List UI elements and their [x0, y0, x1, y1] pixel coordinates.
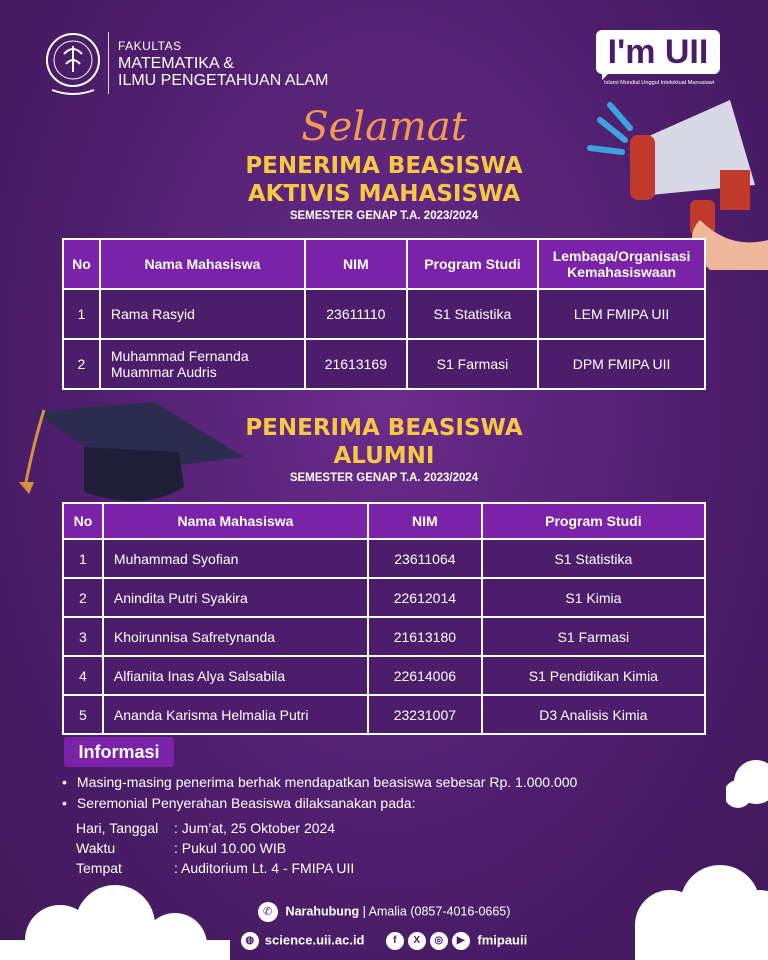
column-header: No	[63, 503, 103, 539]
study-program: S1 Pendidikan Kimia	[482, 656, 705, 695]
youtube-icon[interactable]: ▶	[452, 932, 470, 950]
place-value: : Auditorium Lt. 4 - FMIPA UII	[174, 860, 355, 876]
table-row	[63, 695, 705, 734]
student-name: Khoirunnisa Safretynanda	[103, 617, 368, 656]
column-header: Nama Mahasiswa	[103, 503, 368, 539]
row-number: 5	[63, 695, 103, 734]
row-number: 4	[63, 656, 103, 695]
table-row	[63, 617, 705, 656]
alumni-table	[62, 502, 706, 735]
study-program: S1 Kimia	[482, 578, 705, 617]
table-row	[63, 656, 705, 695]
student-nim: 22614006	[368, 656, 482, 695]
facebook-icon[interactable]: f	[386, 932, 404, 950]
date-value: : Jum’at, 25 Oktober 2024	[174, 820, 336, 836]
column-header: No	[63, 239, 100, 289]
row-number: 1	[63, 539, 103, 578]
study-program: S1 Farmasi	[407, 339, 538, 389]
phone-icon: ✆	[258, 902, 278, 922]
student-name: Alfianita Inas Alya Salsabila	[103, 656, 368, 695]
organization: DPM FMIPA UII	[538, 339, 705, 389]
section1-title: PENERIMA BEASISWA AKTIVIS MAHASISWA	[245, 153, 523, 207]
student-nim: 21613169	[305, 339, 407, 389]
row-number: 3	[63, 617, 103, 656]
student-name: Muhammad Fernanda Muammar Audris	[100, 339, 305, 389]
study-program: S1 Farmasi	[482, 617, 705, 656]
info-label: Informasi	[64, 737, 174, 767]
info-bullet: • Masing-masing penerima berhak mendapatkan beasiswa sebesar Rp. 1.000.000	[62, 772, 577, 793]
student-nim: 23611064	[368, 539, 482, 578]
study-program: D3 Analisis Kimia	[482, 695, 705, 734]
table-row	[63, 289, 705, 339]
row-number: 2	[63, 578, 103, 617]
table-header-row	[63, 239, 705, 289]
aktivis-table	[62, 238, 706, 390]
info-bullets	[62, 772, 577, 814]
event-details	[76, 818, 354, 878]
time-value: : Pukul 10.00 WIB	[174, 840, 287, 856]
section2-semester: SEMESTER GENAP T.A. 2023/2024	[289, 472, 479, 484]
brand-logo: I'm UII	[596, 30, 720, 74]
table-header-row	[63, 503, 705, 539]
student-name: Rama Rasyid	[100, 289, 305, 339]
instagram-icon[interactable]: ◎	[430, 932, 448, 950]
organization: LEM FMIPA UII	[538, 289, 705, 339]
greeting-title: Selamat	[301, 104, 467, 150]
column-header: Nama Mahasiswa	[100, 239, 305, 289]
table-row	[63, 578, 705, 617]
table-row	[63, 539, 705, 578]
footer-links	[0, 932, 768, 950]
contact-line	[0, 902, 768, 922]
contact-separator: |	[362, 904, 369, 919]
column-header: NIM	[305, 239, 407, 289]
study-program: S1 Statistika	[482, 539, 705, 578]
column-header: Program Studi	[407, 239, 538, 289]
student-nim: 21613180	[368, 617, 482, 656]
student-nim: 23611110	[305, 289, 407, 339]
student-name: Ananda Karisma Helmalia Putri	[103, 695, 368, 734]
x-icon[interactable]: X	[408, 932, 426, 950]
row-number: 2	[63, 339, 100, 389]
faculty-name: FAKULTAS MATEMATIKA & ILMU PENGETAHUAN ALAM	[118, 39, 329, 89]
website-link[interactable]: science.uii.ac.id	[264, 932, 365, 948]
social-handle[interactable]: fmipauii	[477, 932, 528, 948]
column-header: NIM	[368, 503, 482, 539]
column-header: Lembaga/Organisasi Kemahasiswaan	[538, 239, 705, 289]
info-bullet: • Seremonial Penyerahan Beasiswa dilaksanakan pada:	[62, 793, 577, 814]
table-row	[63, 339, 705, 389]
column-header: Program Studi	[482, 503, 705, 539]
brand-tagline: Islami Mondial Unggul Intelektual Manusiawi	[604, 80, 715, 86]
brand-logo-tail	[602, 70, 612, 80]
cloud-decoration-mid-right	[726, 752, 768, 812]
student-nim: 23231007	[368, 695, 482, 734]
place-label: Tempat	[76, 860, 122, 876]
university-emblem-icon	[44, 28, 102, 98]
student-name: Anindita Putri Syakira	[103, 578, 368, 617]
study-program: S1 Statistika	[407, 289, 538, 339]
time-label: Waktu	[76, 840, 116, 856]
contact-value: Amalia (0857-4016-0665)	[368, 904, 511, 919]
header-divider	[108, 32, 109, 94]
student-nim: 22612014	[368, 578, 482, 617]
section2-title: PENERIMA BEASISWA ALUMNI	[245, 415, 523, 469]
date-label: Hari, Tanggal	[76, 820, 159, 836]
section1-semester: SEMESTER GENAP T.A. 2023/2024	[289, 210, 479, 222]
contact-label: Narahubung	[285, 904, 360, 919]
row-number: 1	[63, 289, 100, 339]
student-name: Muhammad Syofian	[103, 539, 368, 578]
globe-icon: ◍	[241, 932, 259, 950]
